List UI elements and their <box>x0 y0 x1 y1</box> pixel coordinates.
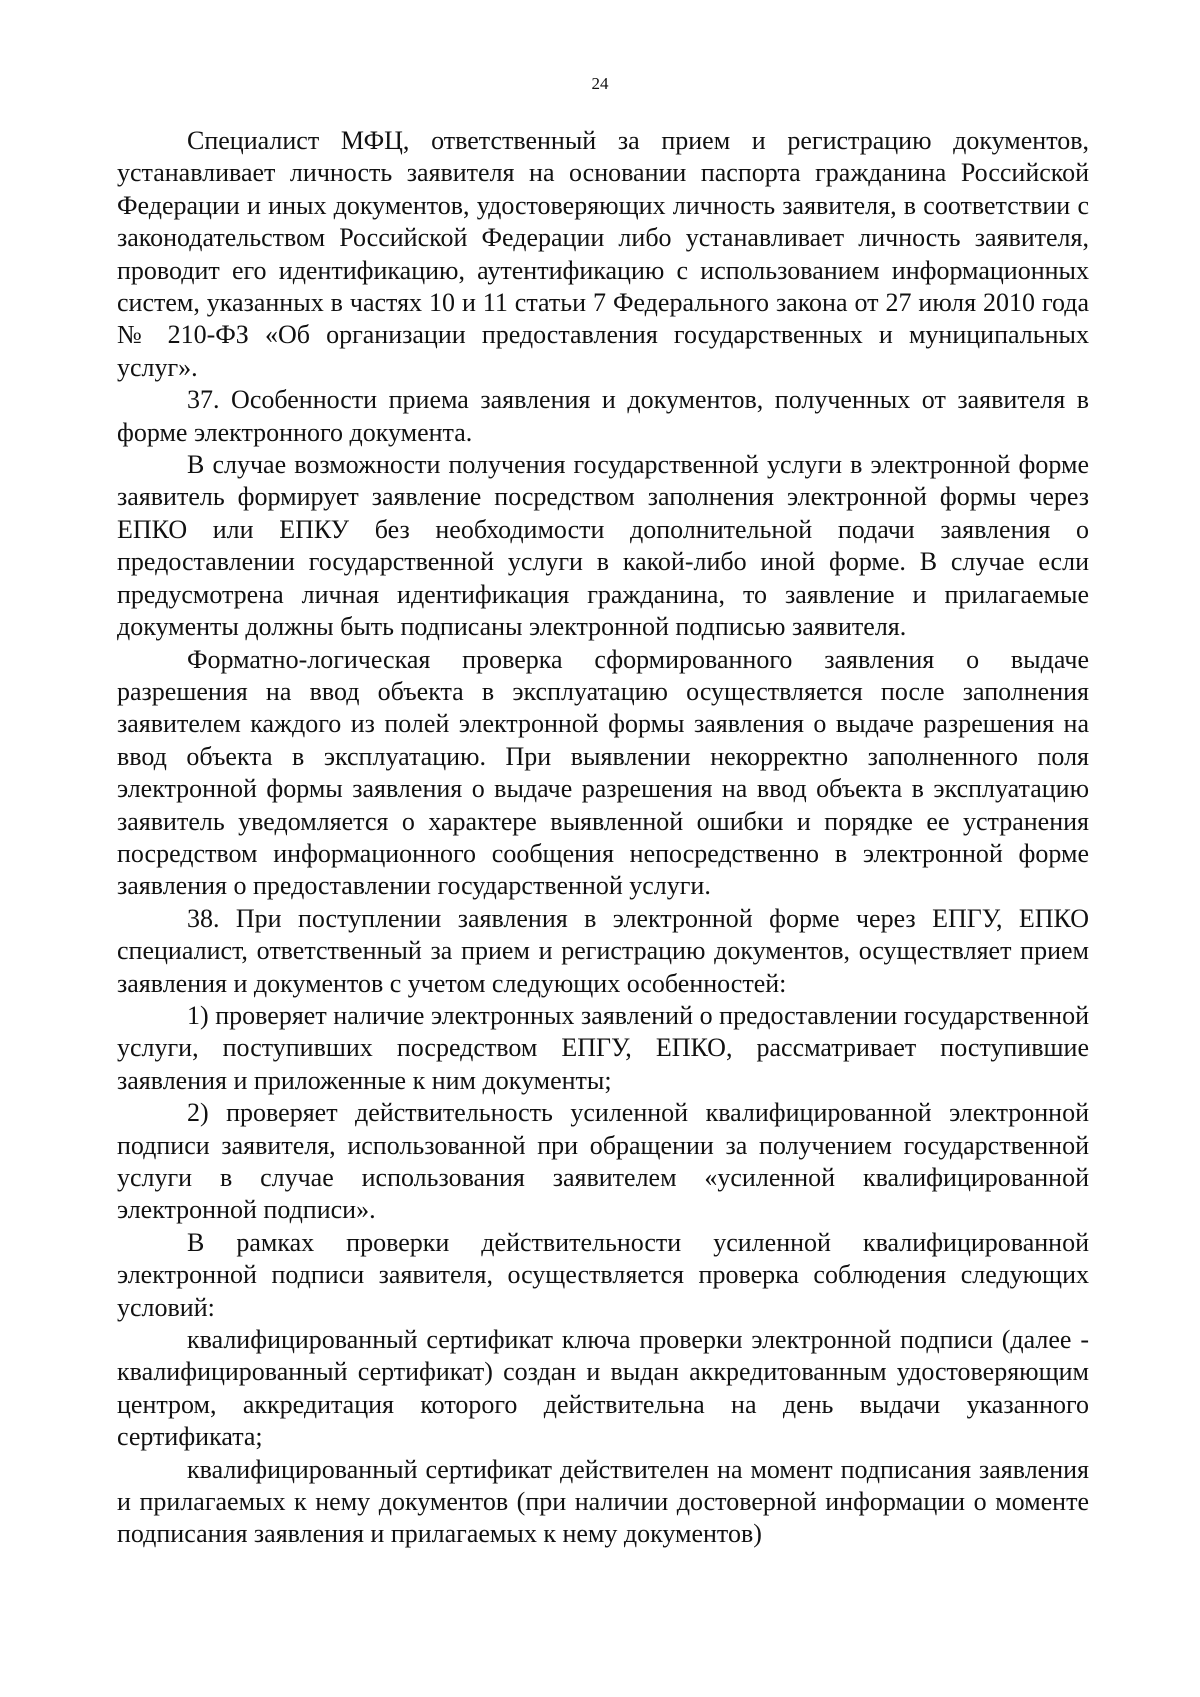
paragraph-condition-certificate-issued: квалифицированный сертификат ключа проверки электронной подписи (далее - квалифицированный сертификат) создан и выдан аккредитованным удостоверяющим центром, аккредитация которого действительна на день выдачи указанного сертификата; <box>117 1325 1089 1452</box>
paragraph-format-logical-check: Форматно-логическая проверка сформированного заявления о выдаче разрешения на ввод объекта в эксплуатацию осуществляется после заполнения заявителем каждого из полей электронной формы заявления о выдаче разрешения на ввод объекта в эксплуатацию. При выявлении некорректно заполненного поля электронной формы заявления о выдаче разрешения на ввод объекта в эксплуатацию заявитель уведомляется о характере выявленной ошибки и порядке ее устранения посредством информационного сообщения непосредственно в электронной форме заявления о предоставлении государственной услуги. <box>117 644 1089 901</box>
document-body <box>117 125 1089 1551</box>
paragraph-item-38: 38. При поступлении заявления в электронной форме через ЕПГУ, ЕПКО специалист, ответственный за прием и регистрацию документов, осуществляет прием заявления и документов с учетом следующих особенностей: <box>117 903 1089 998</box>
paragraph-subitem-1: 1) проверяет наличие электронных заявлений о предоставлении государственной услуги, поступивших посредством ЕПГУ, ЕПКО, рассматривает поступившие заявления и приложенные к ним документы; <box>117 1000 1089 1095</box>
paragraph-signature-check-conditions: В рамках проверки действительности усиленной квалифицированной электронной подписи заявителя, осуществляется проверка соблюдения следующих условий: <box>117 1227 1089 1322</box>
paragraph-electronic-form: В случае возможности получения государственной услуги в электронной форме заявитель формирует заявление посредством заполнения электронной формы через ЕПКО или ЕПКУ без необходимости дополнительной подачи заявления о предоставлении государственной услуги в какой-либо иной форме. В случае если предусмотрена личная идентификация гражданина, то заявление и прилагаемые документы должны быть подписаны электронной подписью заявителя. <box>117 450 1089 642</box>
paragraph-item-37: 37. Особенности приема заявления и документов, полученных от заявителя в форме электронного документа. <box>117 385 1089 447</box>
paragraph-subitem-2: 2) проверяет действительность усиленной квалифицированной электронной подписи заявителя, использованной при обращении за получением государственной услуги в случае использования заявителем «усиленной квалифицированной электронной подписи». <box>117 1098 1089 1225</box>
paragraph-mfc-identification: Специалист МФЦ, ответственный за прием и регистрацию документов, устанавливает личность заявителя на основании паспорта гражданина Российской Федерации и иных документов, удостоверяющих личность заявителя, в соответствии с законодательством Российской Федерации либо устанавливает личность заявителя, проводит его идентификацию, аутентификацию с использованием информационных систем, указанных в частях 10 и 11 статьи 7 Федерального закона от 27 июля 2010 года № 210-ФЗ «Об организации предоставления государственных и муниципальных услуг». <box>117 126 1089 382</box>
page-number: 24 <box>591 74 609 93</box>
paragraph-condition-certificate-valid: квалифицированный сертификат действителен на момент подписания заявления и прилагаемых к нему документов (при наличии достоверной информации о моменте подписания заявления и прилагаемых к нему документов) <box>117 1454 1089 1549</box>
